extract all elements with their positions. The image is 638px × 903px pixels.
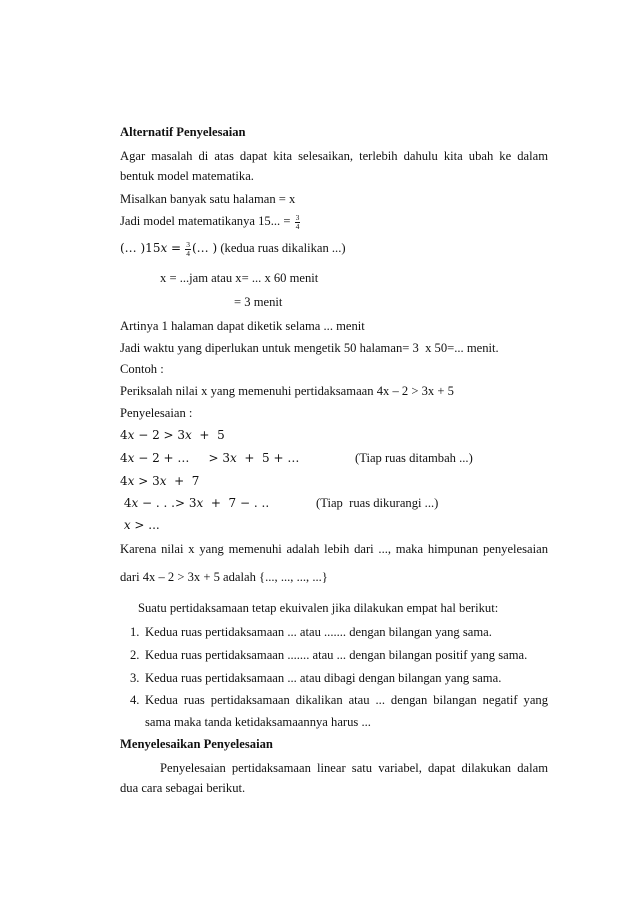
x-equation-result: = 3 menit	[234, 295, 283, 309]
karena-line: Karena nilai x yang memenuhi adalah lebih dari ..., maka himpunan penyelesaian	[120, 542, 548, 556]
periksalah-line: Periksalah nilai x yang memenuhi pertidaksamaan 4x – 2 > 3x + 5	[120, 384, 454, 398]
step-note: (Tiap ruas ditambah ...)	[355, 451, 473, 465]
paragraph-line: bentuk model matematika.	[120, 169, 254, 183]
model-text: Jadi model matematikanya 15... =	[120, 214, 291, 228]
x-equation: x = ...jam atau x= ... x 60 menit	[160, 271, 319, 285]
section-heading: Menyelesaikan Penyelesaian	[120, 737, 273, 751]
step-note: (Tiap ruas dikurangi ...)	[316, 496, 439, 510]
suatu-line: Suatu pertidaksamaan tetap ekuivalen jika dilakukan empat hal berikut:	[138, 601, 499, 615]
equation-left: (… )15𝑥 =	[120, 241, 182, 255]
misalkan-line: Misalkan banyak satu halaman = x	[120, 192, 296, 206]
fraction: $\frac{3}{4}$	[295, 212, 300, 231]
math-step-4: 4𝑥 − . . .> 3𝑥 + 7 − . .. (Tiap ruas dikurangi ...)	[120, 496, 439, 510]
math-step-3: 4𝑥 > 3𝑥 + 7	[120, 474, 200, 488]
paragraph-line: dua cara sebagai berikut.	[120, 781, 246, 795]
paragraph-line: Agar masalah di atas dapat kita selesaikan, terlebih dahulu kita ubah ke dalam	[120, 149, 548, 163]
model-line	[120, 213, 301, 231]
math-step-2: 4𝑥 − 2 + … > 3𝑥 + 5 + … (Tiap ruas ditambah ...)	[120, 451, 473, 465]
paragraph-line: Penyelesaian pertidaksamaan linear satu variabel, dapat dilakukan dalam	[160, 761, 548, 775]
math-step-1: 4𝑥 − 2 > 3𝑥 + 5	[120, 428, 225, 442]
karena-line: dari 4x – 2 > 3x + 5 adalah {..., ..., ..., ...}	[120, 570, 328, 584]
equation-right: (… )	[192, 241, 218, 255]
section-heading: Alternatif Penyelesaian	[120, 125, 246, 139]
math-step-5: 𝑥 > ...	[120, 518, 160, 532]
contoh-label: Contoh :	[120, 362, 164, 376]
list-item-continuation: sama maka tanda ketidaksamaannya harus ...	[145, 715, 371, 729]
equation-note: (kedua ruas dikalikan ...)	[220, 241, 346, 255]
penyelesaian-label: Penyelesaian :	[120, 406, 193, 420]
artinya-line: Artinya 1 halaman dapat diketik selama ... menit	[120, 319, 365, 333]
equation-line	[120, 240, 346, 258]
fraction: $\frac{3}{4}$	[186, 239, 190, 258]
jadi-waktu-line: Jadi waktu yang diperlukan untuk mengetik 50 halaman= 3 x 50=... menit.	[120, 341, 499, 355]
